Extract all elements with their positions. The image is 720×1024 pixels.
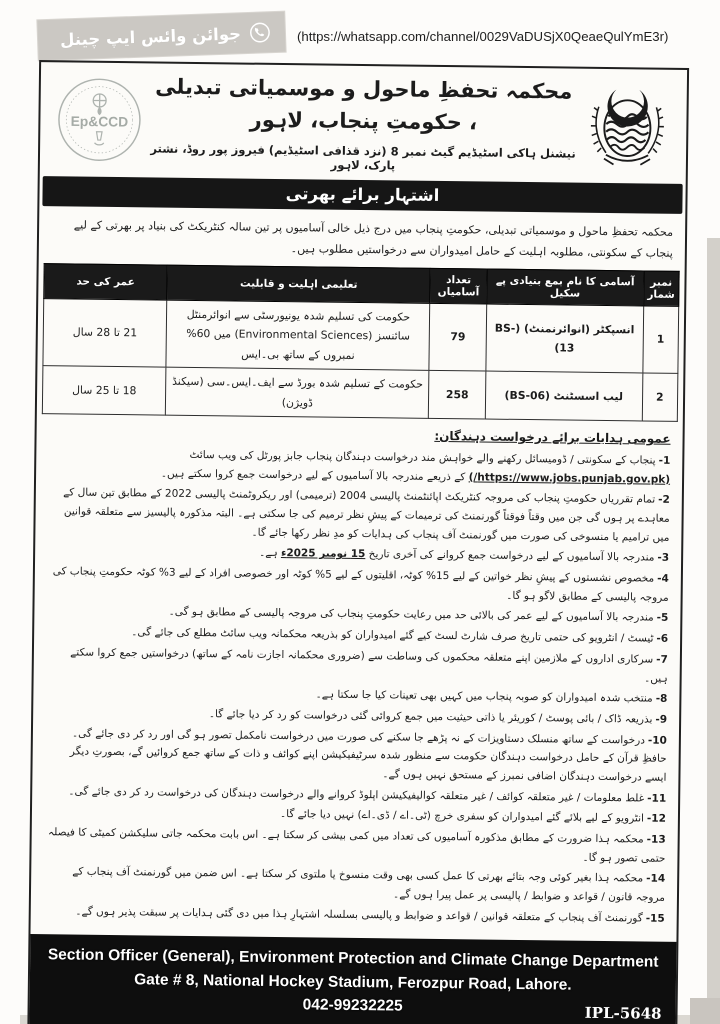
contact-footer (29, 934, 676, 1024)
advertisement-ref-number: IPL-5648 (584, 1004, 662, 1023)
instruction-item: 5-مندرجہ بالا آسامیوں کے لیے عمر کی بالائی حد میں رعایت حکومتِ پنجاب کی مروجہ پالیسی کے مطابق ہو گی۔ (168, 606, 669, 625)
cell-count: 258 (429, 370, 486, 419)
instruction-item: 13-محکمہ ہذا ضرورت کے مطابق مذکورہ آسامیوں کی تعداد میں کمی بیشی کر سکتا ہے۔ اس بابت محکمہ جاتی سلیکشن کمیٹی کا فیصلہ حتمی تصور ہو گا۔ (47, 826, 666, 865)
department-title: محکمہ تحفظِ ماحول و موسمیاتی تبدیلی ، حکومتِ پنجاب، لاہور (155, 74, 573, 134)
instruction-item: 3-مندرجہ بالا آسامیوں کے لیے درخواست جمع کروانے کی آخری تاریخ 15 نومبر 2025ء ہے۔ (259, 547, 670, 565)
col-qualification: تعلیمی اہلیت و قابلیت (167, 265, 431, 303)
instruction-item: 8-منتخب شدہ امیدواران کو صوبہ پنجاب میں کہیں بھی تعینات کیا جا سکتا ہے۔ (315, 688, 668, 706)
cell-qualification: حکومت کے تسلیم شدہ بورڈ سے ایف۔ایس۔سی (سیکنڈ ڈویژن) (166, 367, 430, 418)
instruction-item: 11-غلط معلومات / غیر متعلقہ کوائف / غیر متعلقہ کوالیفیکیشن اپلوڈ کروانے والے درخواست دہندگان کی درخواست رد کر دی جائے گی۔ (68, 785, 667, 805)
cell-age: 18 تا 25 سال (42, 366, 166, 415)
general-instructions (31, 418, 683, 938)
table-row (42, 366, 678, 422)
instruction-item: 1-پنجاب کے سکونتی / ڈومیسائل رکھنے والے خواہش مند درخواست دہندگان پنجاب جابز پورٹل کی ویب سائٹ (https://www.jobs.punjab.gov.pk/) کے ذریعے مندرجہ بالا آسامیوں کے لیے درخواست جمع کروا سکتے ہیں۔ (160, 448, 671, 486)
epccd-logo-text: Ep&CCD (70, 113, 129, 130)
instruction-item: 14-محکمہ ہذا بغیر کوئی وجہ بتائے بھرتی کا عمل کسی بھی وقت منسوخ یا ملتوی کر سکتا ہے۔ اس ضمن میں گورنمنٹ آف پنجاب کے مروجہ قانون / قواعد و ضوابط / پالیسی پر عمل پیرا ہوں گے۔ (72, 865, 666, 904)
jobs-portal-link[interactable]: (https://www.jobs.punjab.gov.pk/) (468, 471, 671, 486)
cell-post: انسپکٹر (انوائرنمنٹ) (BS-13) (486, 304, 643, 373)
advertisement-document (27, 60, 689, 1024)
footer-department-line: Section Officer (General), Environment Protection and Climate Change Department (47, 946, 659, 972)
cell-qualification: حکومت کی تسلیم شدہ یونیورسٹی سے انوائرمنٹل سائنسز (Environmental Sciences) میں 60% نمبروں کے ساتھ بی۔ایس (166, 300, 430, 370)
cell-post: لیب اسسٹنٹ (BS-06) (485, 371, 642, 421)
footer-phone: 042-99232225 (302, 996, 403, 1015)
instruction-item: 2-تمام تقرریاں حکومتِ پنجاب کی مروجہ کنٹریکٹ اپائنٹمنٹ پالیسی 2004 (ترمیمی) اور ریکروٹمنٹ پالیسی 2022 کے مطابق تین سال کے معاہدے پر ہوں گی جن میں وقتاً فوقتاً گورنمنٹ کی ترمیمات کے پیشِ نظر ترمیم کی جا سکتی ہے۔ البتہ مذکورہ پالیسیز سے متعلقہ قوانین میں ترامیم یا منسوخی کی صورت میں گورنمنٹ آف پنجاب کی ہدایات کو مدِ نظر رکھا جائے گا۔ (63, 486, 670, 544)
header-text (148, 71, 579, 174)
scanner-edge-corner (690, 998, 720, 1024)
instruction-item: 7-سرکاری اداروں کے ملازمین اپنے متعلقہ محکموں کی وساطت سے (ضروری محکمانہ اجازت نامہ کے ساتھ) درخواستیں جمع کروا سکتے ہیں۔ (70, 646, 668, 685)
col-number-of-posts: تعداد آسامیاں (430, 268, 487, 304)
instruction-item: 6-ٹیسٹ / انٹرویو کی حتمی تاریخ صرف شارٹ لسٹ کیے گئے امیدواران کو بذریعہ محکمانہ ویب سائٹ مطلع کی جائے گی۔ (131, 626, 669, 645)
whatsapp-icon (249, 21, 272, 44)
instruction-item: 4-مخصوص نشستوں کے پیشِ نظر خواتین کے لیے 15% کوٹہ، اقلیتوں کے لیے 5% کوٹہ اور خصوصی افراد کے لیے 3% کوٹہ حکومتِ پنجاب کی مروجہ پالیسی کے مطابق لاگو ہو گا۔ (52, 565, 669, 604)
advertisement-title: اشتہار برائے بھرتی (285, 184, 440, 205)
col-age-limit: عمر کی حد (44, 264, 168, 301)
instructions-heading: عمومی ہدایات برائے درخواست دہندگان: (434, 428, 671, 446)
footer-address-line: Gate # 8, National Hockey Stadium, Ferozpur Road, Lahore. (134, 971, 572, 994)
whatsapp-channel-url[interactable]: (https://whatsapp.com/channel/0029VaDUSjX0QeaeQulYmE3r) (297, 29, 669, 44)
deadline-date: 15 نومبر 2025ء (280, 547, 366, 561)
department-address: نیشنل ہاکی اسٹیڈیم گیٹ نمبر 8 (نزد قذافی اسٹیڈیم) فیروز پور روڈ، نشتر پارک، لاہور (150, 141, 576, 173)
table-row (43, 299, 679, 374)
whatsapp-channel-banner[interactable] (37, 12, 285, 61)
instruction-item: 15-گورنمنٹ آف پنجاب کے متعلقہ قوانین / قواعد و ضوابط و پالیسی بسلسلہ اشتہارِ ہذا میں دی گئی ہدایات پر سبقت پذیر ہوں گے۔ (75, 905, 665, 925)
cell-count: 79 (429, 303, 486, 371)
cell-serial: 1 (642, 306, 678, 374)
vacancies-table (42, 263, 680, 422)
punjab-government-crest-icon (578, 78, 677, 175)
scanner-edge-right (707, 238, 720, 1024)
top-row (0, 0, 720, 56)
advertisement-title-banner (42, 176, 682, 214)
document-header (40, 62, 687, 182)
instruction-item: 9-بذریعہ ڈاک / بائی پوسٹ / کوریئر یا ذاتی حیثیت میں جمع کروائی گئی درخواست کو رد کر دیا جائے گا۔ (208, 708, 668, 726)
cell-serial: 2 (642, 373, 678, 421)
whatsapp-banner-label: جوائن وائس ایپ چینل (59, 23, 242, 50)
instruction-item: 12-انٹرویو کے لیے بلائے گئے امیدواران کو سفری خرچ (ٹی۔اے / ڈی۔اے) نہیں دیا جائے گا۔ (279, 808, 667, 826)
col-post-name: آسامی کا نام بمع بنیادی پے سکیل (487, 269, 644, 306)
intro-paragraph: محکمہ تحفظِ ماحول و موسمیاتی تبدیلی، حکومتِ پنجاب میں درج ذیل خالی آسامیوں پر تین سالہ کنٹریکٹ کی بنیاد پر بھرتی کے لیے پنجاب کے سکونتی، مطلوبہ اہلیت کے حامل امیدواران سے درخواستیں مطلوب ہیں۔ (73, 218, 674, 261)
cell-age: 21 تا 28 سال (43, 299, 167, 368)
epccd-logo-icon (50, 73, 149, 166)
instruction-item: 10-درخواست کے ساتھ منسلک دستاویزات کے نہ پڑھے جا سکنے کی صورت میں درخواست نامکمل تصور ہو گی اور رد کر دی جائے گی۔ حافظِ قرآن کے حامل درخواست دہندگان حکومت سے منظور شدہ سرٹیفیکیشن اپنے کوائف و ذات کے ساتھ جمع کروائیں گے، بصورتِ دیگر ایسے درخواست دہندگان اضافی نمبرز کے مستحق نہیں ہوں گے۔ (69, 727, 667, 784)
col-serial-number: نمبر شمار (643, 271, 679, 306)
